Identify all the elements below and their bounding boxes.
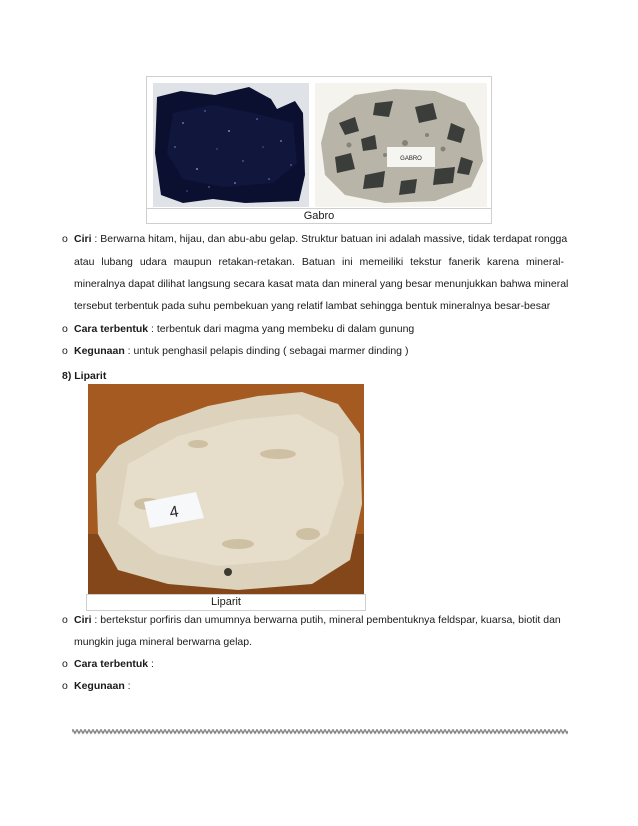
gabro-kegunaan-bullet — [62, 345, 408, 358]
liparit-cara-label: Cara terbentuk — [74, 658, 149, 670]
gabro-cara-bullet — [62, 323, 414, 336]
gabro-kegunaan-text: : untuk penghasil pelapis dinding ( sebagai marmer dinding ) — [124, 345, 409, 357]
gabro-ciri-bullet — [62, 233, 567, 246]
gabro-figure — [146, 76, 492, 224]
gabro-ciri-text: : Berwarna hitam, hijau, dan abu-abu gelap. Struktur batuan ini adalah massive, tidak terdapat rongga — [91, 233, 568, 245]
liparit-kegunaan-text: : — [124, 680, 131, 692]
liparit-rock-image — [88, 384, 364, 594]
bullet-mark: o — [62, 323, 68, 335]
liparit-kegunaan-label: Kegunaan — [74, 680, 125, 692]
gabro-ciri-line-3: mineralnya dapat dilihat langsung secara kasat mata dan mineral yang besar menunjukkan bahwa mineral — [74, 278, 569, 290]
gabro-kegunaan-label: Kegunaan — [74, 345, 125, 357]
gabro-ciri-label: Ciri — [74, 233, 92, 245]
gabro-caption: Gabro — [147, 208, 491, 224]
liparit-kegunaan-bullet — [62, 680, 131, 693]
gabro-dark-rock-image — [153, 83, 309, 207]
gabro-ciri-line-4: tersebut terbentuk pada suhu pembekuan yang relatif lambat sehingga bentuk mineralnya besar-besar — [74, 300, 551, 312]
bullet-mark: o — [62, 658, 68, 670]
liparit-ciri-line-2: mungkin juga mineral berwarna gelap. — [74, 636, 253, 648]
bullet-mark: o — [62, 614, 68, 626]
gabro-cara-label: Cara terbentuk — [74, 323, 149, 335]
liparit-ciri-label: Ciri — [74, 614, 92, 626]
liparit-heading: 8) Liparit — [62, 370, 107, 382]
liparit-specimen-label: 4 — [168, 503, 180, 522]
liparit-figure — [86, 382, 366, 612]
bullet-mark: o — [62, 233, 68, 245]
gabro-ciri-line-2: atau lubang udara maupun retakan-retakan. Batuan ini memeiliki tekstur fanerik karena mineral- — [74, 256, 564, 268]
gabro-cara-text: : terbentuk dari magma yang membeku di dalam gunung — [148, 323, 415, 335]
bullet-mark: o — [62, 345, 68, 357]
liparit-cara-bullet — [62, 658, 154, 671]
bullet-mark: o — [62, 680, 68, 692]
liparit-ciri-text: : bertekstur porfiris dan umumnya berwarna putih, mineral pembentuknya feldspar, kuarsa, biotit dan — [91, 614, 561, 626]
liparit-caption: Liparit — [86, 594, 366, 611]
liparit-cara-text: : — [148, 658, 154, 670]
wavy-divider — [72, 726, 568, 736]
gabro-speckled-rock-image — [315, 83, 487, 207]
liparit-ciri-bullet — [62, 614, 561, 627]
gabro-specimen-label: GABRO — [400, 156, 422, 162]
